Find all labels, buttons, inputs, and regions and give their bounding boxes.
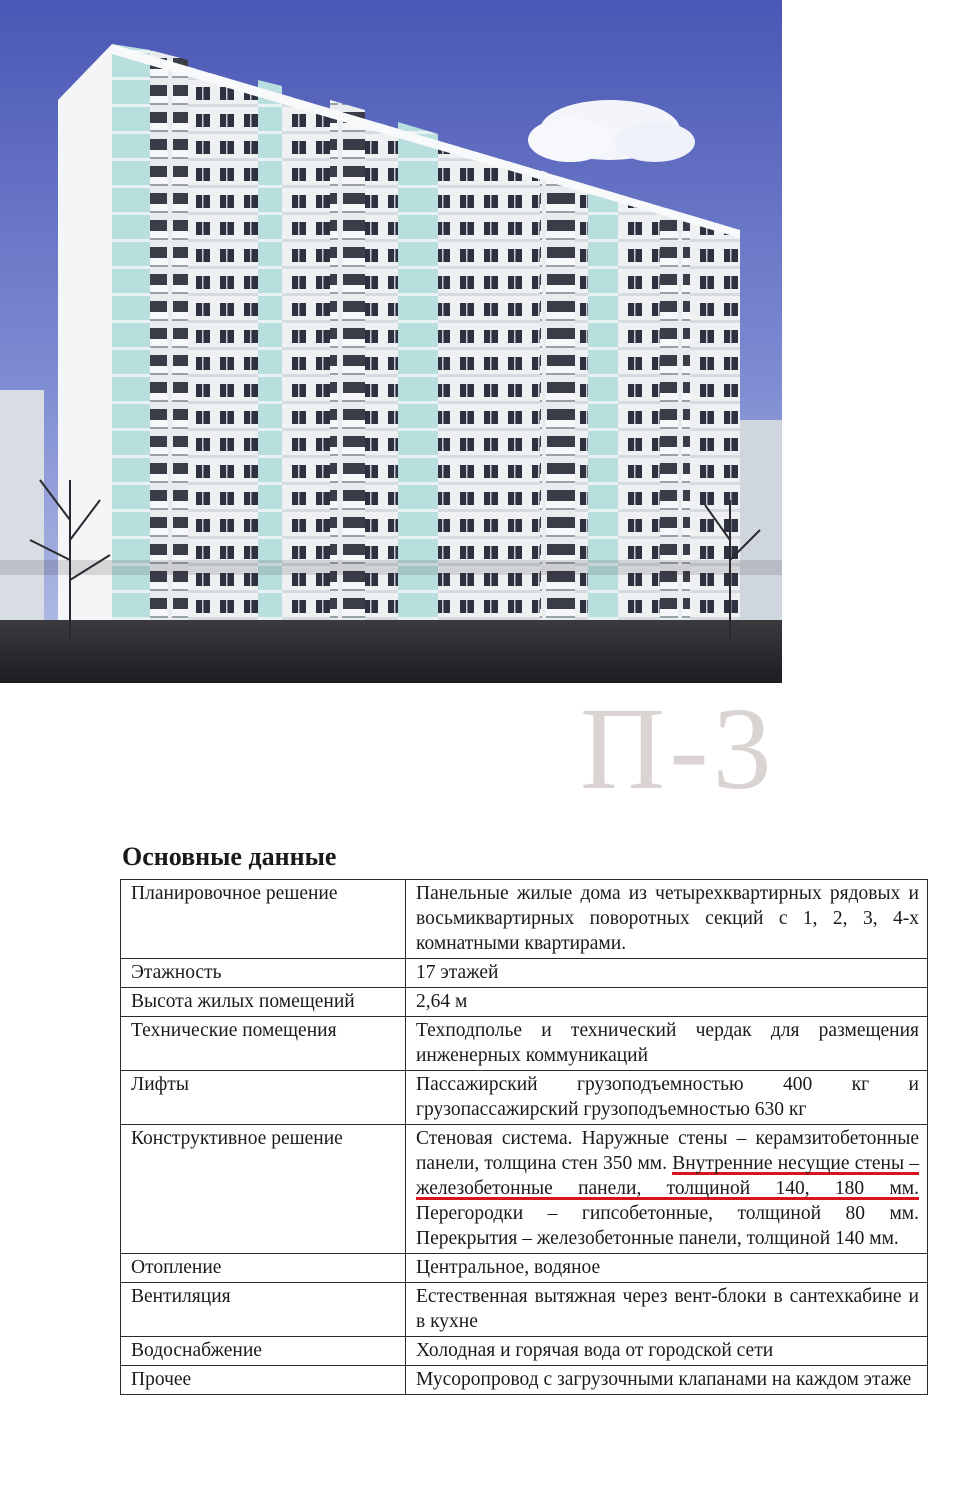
table-row [121,988,928,1017]
table-row [121,1283,928,1337]
row-value: Мусоропровод с загрузочными клапанами на каждом этаже [406,1366,928,1395]
specifications-table [120,879,928,1395]
table-row [121,1337,928,1366]
row-param-label: Технические помещения [121,1017,406,1071]
row-param-label: Конструктивное решение [121,1125,406,1254]
structure-text-part: Перегородки – гипсобетонные, толщиной 80 мм. Перекрытия – железобетонные панели, толщиной 140 мм. [416,1203,919,1249]
table-row [121,1366,928,1395]
row-param-label: Лифты [121,1071,406,1125]
section-title: Основные данные [122,842,337,871]
row-value: 2,64 м [406,988,928,1017]
building-photo [0,0,782,683]
row-value: Панельные жилые дома из четырехквартирных рядовых и восьмиквартирных поворотных секций с 1, 2, 3, 4-х комнатными квартирами. [406,880,928,959]
series-code-title: П-3 [580,683,776,814]
row-value: Пассажирский грузоподъемностью 400 кг и грузопассажирский грузоподъемностью 630 кг [406,1071,928,1125]
row-param-label: Вентиляция [121,1283,406,1337]
table-row [121,1071,928,1125]
row-value: Естественная вытяжная через вент-блоки в сантехкабине и в кухне [406,1283,928,1337]
underlined-bearing-walls-text: Внутренние несущие стены – железобетонные панели, толщиной 140, 180 мм. [416,1153,919,1199]
table-row [121,959,928,988]
row-value: Техподполье и технический чердак для размещения инженерных коммуникаций [406,1017,928,1071]
table-row [121,1125,928,1254]
row-param-label: Высота жилых помещений [121,988,406,1017]
row-value [406,1125,928,1254]
row-value: 17 этажей [406,959,928,988]
row-param-label: Планировочное решение [121,880,406,959]
row-param-label: Этажность [121,959,406,988]
row-param-label: Отопление [121,1254,406,1283]
row-value: Холодная и горячая вода от городской сети [406,1337,928,1366]
row-param-label: Прочее [121,1366,406,1395]
table-row [121,880,928,959]
row-value: Центральное, водяное [406,1254,928,1283]
table-row [121,1017,928,1071]
table-row [121,1254,928,1283]
row-param-label: Водоснабжение [121,1337,406,1366]
structure-text-part: Стеновая система. Наружные стены – керамзитобетонные панели, толщина стен 350 мм. [416,1128,919,1174]
